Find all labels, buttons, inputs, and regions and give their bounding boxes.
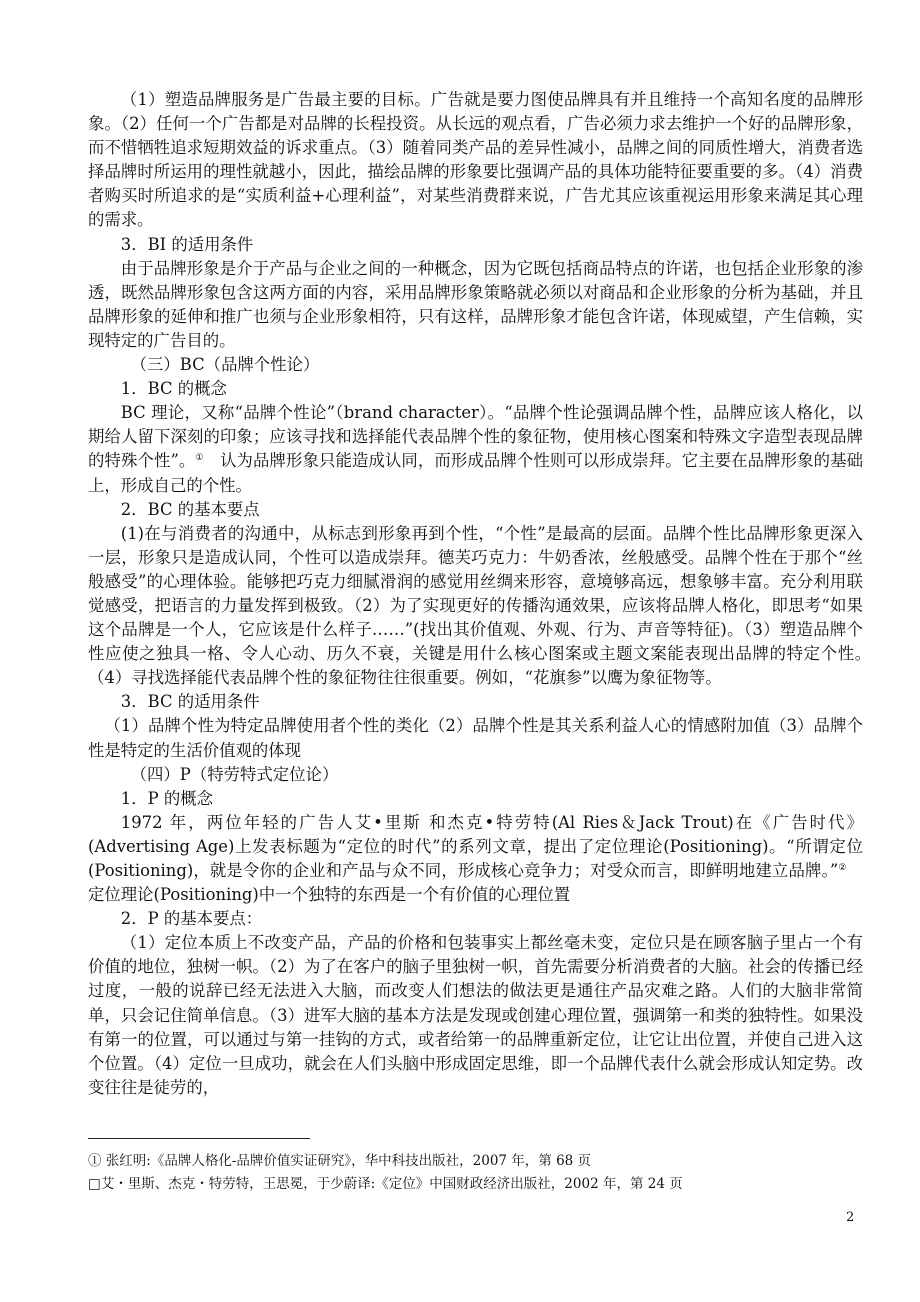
paragraph-text: 2．P 的基本要点： bbox=[120, 909, 263, 929]
paragraph-text-continued: 定位理论(Positioning)中一个独特的东西是一个有价值的心理位置 bbox=[88, 861, 863, 905]
paragraph bbox=[88, 763, 863, 787]
paragraph bbox=[88, 714, 863, 762]
body-text bbox=[88, 88, 880, 1100]
paragraph bbox=[88, 907, 863, 931]
paragraph bbox=[88, 257, 863, 353]
footnote-2: □艾・里斯、杰克・特劳特，王思冕，于少蔚译:《定位》中国财政经济出版社，2002 年，第 24 页 bbox=[88, 1176, 683, 1192]
paragraph bbox=[88, 931, 863, 1100]
paragraph-text: 2．BC 的基本要点 bbox=[120, 499, 260, 519]
footnotes bbox=[88, 1150, 863, 1196]
paragraph bbox=[88, 498, 863, 522]
paragraph bbox=[88, 88, 863, 233]
paragraph-text: 由于品牌形象是介于产品与企业之间的一种概念，因为它既包括商品特点的许诺，也包括企业形象的渗透，既然品牌形象包含这两方面的内容，采用品牌形象策略就必须以对商品和企业形象的分析为基础，并且品牌形象的延伸和推广也须与企业形象相符，只有这样，品牌形象才能包含许诺，体现威望，产生信赖，实现特定的广告目的。 bbox=[88, 258, 863, 350]
paragraph-text: 3．BC 的适用条件 bbox=[120, 692, 260, 712]
paragraph-text: （1）定位本质上不改变产品，产品的价格和包装事实上都丝毫未变，定位只是在顾客脑子里占一个有价值的地位，独树一帜。（2）为了在客户的脑子里独树一帜，首先需要分析消费者的大脑。社会的传播已经过度，一般的说辞已经无法进入大脑，而改变人们想法的做法更是通往产品灾难之路。人们的大脑非常简单，只会记住简单信息。（3）进军大脑的基本方法是发现或创建心理位置，强调第一和类的独特性。如果没有第一的位置，可以通过与第一挂钩的方式，或者给第一的品牌重新定位，让它让出位置，并使自己进入这个位置。（4）定位一旦成功，就会在人们头脑中形成固定思维，即一个品牌代表什么就会形成认知定势。改变往往是徒劳的， bbox=[88, 933, 863, 1097]
paragraph bbox=[88, 811, 863, 907]
paragraph bbox=[88, 401, 863, 497]
paragraph bbox=[88, 787, 863, 811]
paragraph-text: 1．P 的概念 bbox=[120, 788, 214, 808]
paragraph bbox=[88, 690, 863, 714]
paragraph-text: （1）塑造品牌服务是广告最主要的目标。广告就是要力图使品牌具有并且维持一个高知名度的品牌形象。（2）任何一个广告都是对品牌的长程投资。从长远的观点看，广告必须力求去维护一个好的品牌形象，而不惜牺牲追求短期效益的诉求重点。（3）随着同类产品的差异性减小，品牌之间的同质性增大，消费者选择品牌时所运用的理性就越小，因此，描绘品牌的形象要比强调产品的具体功能特征要重要的多。（4）消费者购买时所追求的是“实质利益+心理利益”，对某些消费群来说，广告尤其应该重视运用形象来满足其心理的需求。 bbox=[88, 90, 863, 230]
paragraph-text: (1)在与消费者的沟通中，从标志到形象再到个性，“个性”是最高的层面。品牌个性比品牌形象更深入一层，形象只是造成认同，个性可以造成崇拜。德芙巧克力：牛奶香浓，丝般感受。品牌个性在于那个“丝般感受”的心理体验。能够把巧克力细腻滑润的感觉用丝绸来形容，意境够高远，想象够丰富。充分利用联觉感受，把语言的力量发挥到极致。（2）为了实现更好的传播沟通效果，应该将品牌人格化，即思考“如果这个品牌是一个人，它应该是什么样子……”(找出其价值观、外观、行为、声音等特征)。（3）塑造品牌个性应使之独具一格、令人心动、历久不衰，关键是用什么核心图案或主题文案能表现出品牌的特定个性。 （4）寻找选择能代表品牌个性的象征物往往很重要。例如，“花旗参”以鹰为象征物等。 bbox=[88, 523, 880, 688]
paragraph-text: （1）品牌个性为特定品牌使用者个性的类化（2）品牌个性是其关系利益人心的情感附加值（3）品牌个性是特定的生活价值观的体现 bbox=[88, 716, 863, 760]
paragraph-text-continued: 认为品牌形象只能造成认同，而形成品牌个性则可以形成崇拜。它主要在品牌形象的基础上，形成自己的个性。 bbox=[88, 451, 863, 495]
paragraph bbox=[88, 522, 880, 691]
footnote-1: ① 张红明:《品牌人格化-品牌价值实证研究》，华中科技出版社，2007 年，第 68 页 bbox=[88, 1153, 592, 1169]
paragraph-text: 3．BI 的适用条件 bbox=[120, 234, 254, 254]
footnote-marker: ① bbox=[195, 453, 204, 464]
paragraph bbox=[88, 377, 863, 401]
footnote-marker: ② bbox=[838, 863, 847, 873]
footnote-separator bbox=[88, 1138, 310, 1139]
paragraph-text: 1．BC 的概念 bbox=[120, 379, 227, 399]
paragraph-text: 1972 年，两位年轻的广告人艾•里斯 和杰克•特劳特(Al Ries＆Jack Trout)在《广告时代》(Advertising Age)上发表标题为“定位的时代”的系列文章，提出了定位理论(Positioning)。“所谓定位(Positioning)，就是令你的企业和产品与众不同，形成核心竞争力；对受众而言，即鲜明地建立品牌。” bbox=[88, 812, 863, 880]
paragraph-text: BC 理论，又称“品牌个性论”（brand character）。“品牌个性论强调品牌个性，品牌应该人格化，以期给人留下深刻的印象；应该寻找和选择能代表品牌个性的象征物，使用核心图案和特殊文字造型表现品牌的特殊个性”。 bbox=[88, 403, 863, 471]
paragraph bbox=[88, 233, 863, 257]
paragraph-text: （四）P（特劳特式定位论） bbox=[130, 764, 339, 784]
paragraph bbox=[88, 353, 863, 377]
page-number: 2 bbox=[846, 1210, 855, 1225]
paragraph-text: （三）BC（品牌个性论） bbox=[130, 355, 320, 375]
